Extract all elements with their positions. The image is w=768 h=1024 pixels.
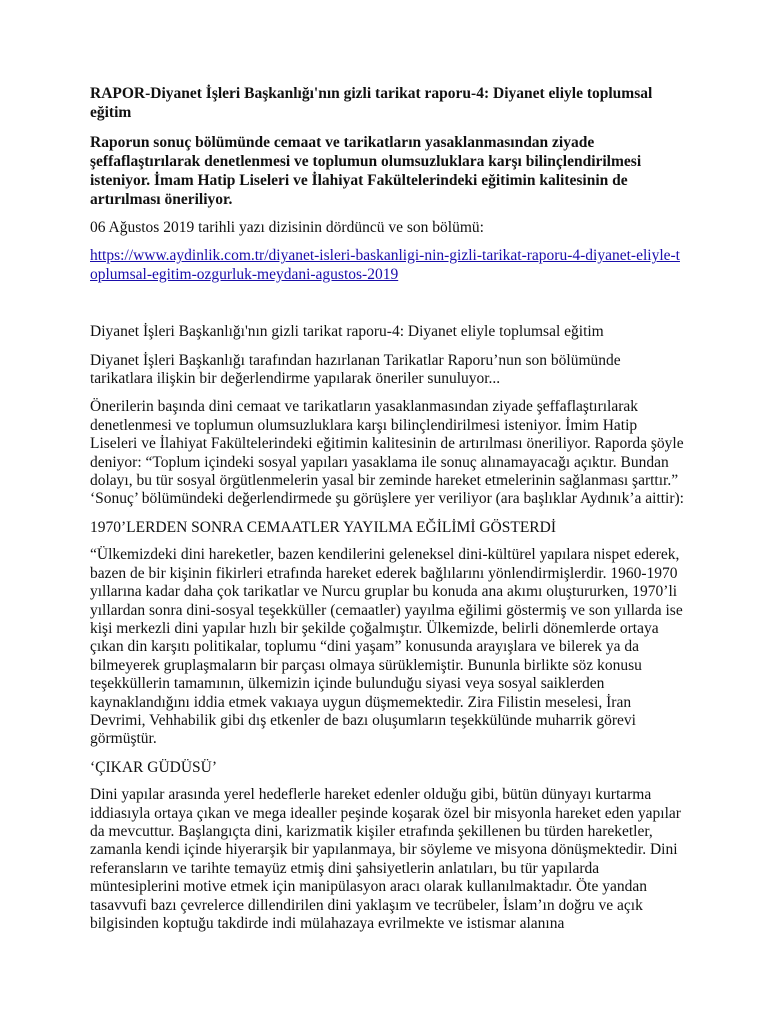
article-subtitle: Diyanet İşleri Başkanlığı'nın gizli tarikat raporu-4: Diyanet eliyle toplumsal eğitim (90, 323, 604, 341)
intro-text: 06 Ağustos 2019 tarihli yazı dizisinin dördüncü ve son bölümü: (90, 219, 484, 236)
document-title: RAPOR-Diyanet İşleri Başkanlığı'nın gizli tarikat raporu-4: Diyanet eliyle toplumsal eğitim (90, 85, 653, 121)
paragraph-1: Diyanet İşleri Başkanlığı tarafından hazırlanan Tarikatlar Raporu’nun son bölümünde tarikatlara ilişkin bir değerlendirme yapılarak öneriler sunuluyor... (90, 351, 621, 388)
document-summary: Raporun sonuç bölümünde cemaat ve tarikatların yasaklanmasından ziyade şeffaflaştırılarak denetlenmesi ve toplumun olumsuzluklara karşı bilinçlendirilmesi isteniyor. İmam Hatip Liseleri ve İlahiyat Fakültelerindeki eğitimin kalitesinin de artırılması öneriliyor. (90, 134, 642, 208)
paragraph-3: “Ülkemizdeki dini hareketler, bazen kendilerini geleneksel dini-kültürel yapılara nispet ederek, bazen de bir kişinin fikirleri etrafında hareket ederek bağlılarını yönlendirmişlerdir. 1960-1970 yıllarına kadar daha çok tarikatlar ve Nurcu gruplar bu konuda ana akımı oluştururken, 1970’li yıllardan sonra dini-sosyal teşekküller (cemaatler) yayılma eğilimi göstermiş ve son yıllarda ise kişi merkezli dini yapılar hızlı bir şekilde çoğalmıştır. Ülkemizde, belirli dönemlerde ortaya çıkan din karşıtı politikalar, toplumu “dini yaşam” konusunda arayışlara ve bilerek ya da bilmeyerek gruplaşmaların bir parçası olmaya sürüklemiştir. Bununla birlikte söz konusu teşekküllerin tamamının, ülkemizin içinde bulunduğu siyasi veya sosyal saiklerden kaynaklandığını iddia etmek vakıaya uygun düşmemektedir. Zira Filistin meselesi, İran Devrimi, Vehhabilik gibi dış etkenler de bazı oluşumların teşekkülünde muharrik görevi görmüştür. (90, 546, 683, 748)
paragraph-2: Önerilerin başında dini cemaat ve tarikatların yasaklanmasından ziyade şeffaflaştırılarak denetlenmesi ve toplumun olumsuzluklara karşı bilinçlendirilmesi isteniyor. İmim Hatip Liseleri ve İlahiyat Fakültelerindeki eğitimin kalitesinin de artırılması öneriliyor. Raporda şöyle deniyor: “Toplum içindeki sosyal yapıları yasaklama ile sonuç alınamayacağı açıktır. Bundan dolayı, bu tür sosyal örgütlenmelerin yasal bir zeminde hareket etmelerinin sağlanması şarttır.” ‘Sonuç’ bölümündeki değerlendirmede şu görüşlere yer veriliyor (ara başlıklar Aydınık’a aittir): (90, 398, 684, 508)
section-heading-2: ‘ÇIKAR GÜDÜSÜ’ (90, 758, 218, 776)
source-link[interactable]: https://www.aydinlik.com.tr/diyanet-isleri-baskanligi-nin-gizli-tarikat-raporu-4-diyanet-eliyle-toplumsal-egitim-ozgurluk-meydani-agustos-2019 (90, 247, 680, 283)
paragraph-4: Dini yapılar arasında yerel hedeflerle hareket edenler olduğu gibi, bütün dünyayı kurtarma iddiasıyla ortaya çıkan ve mega idealler peşinde koşarak özel bir misyonla hareket eden yapılar da mevcuttur. Başlangıçta dini, karizmatik kişiler etrafında şekillenen bu türden hareketler, zamanla kendi içinde hiyerarşik bir yapılanmaya, bir söyleme ve misyona dönüşmektedir. Dini referansların ve tarihte temayüz etmiş dini şahsiyetlerin anlatıları, bu tür yapılarda müntesiplerini motive etmek için manipülasyon aracı olarak kullanılmaktadır. Öte yandan tasavvufi bazı çevrelerce dillendirilen dini yaklaşım ve tecrübeler, İslam’ın doğru ve açık bilgisinden koptuğu takdirde indi mülahazaya evrilmekte ve istismar alanına (90, 786, 681, 932)
section-heading-1: 1970’LERDEN SONRA CEMAATLER YAYILMA EĞİLİMİ GÖSTERDİ (90, 518, 556, 536)
document-page (90, 84, 685, 943)
